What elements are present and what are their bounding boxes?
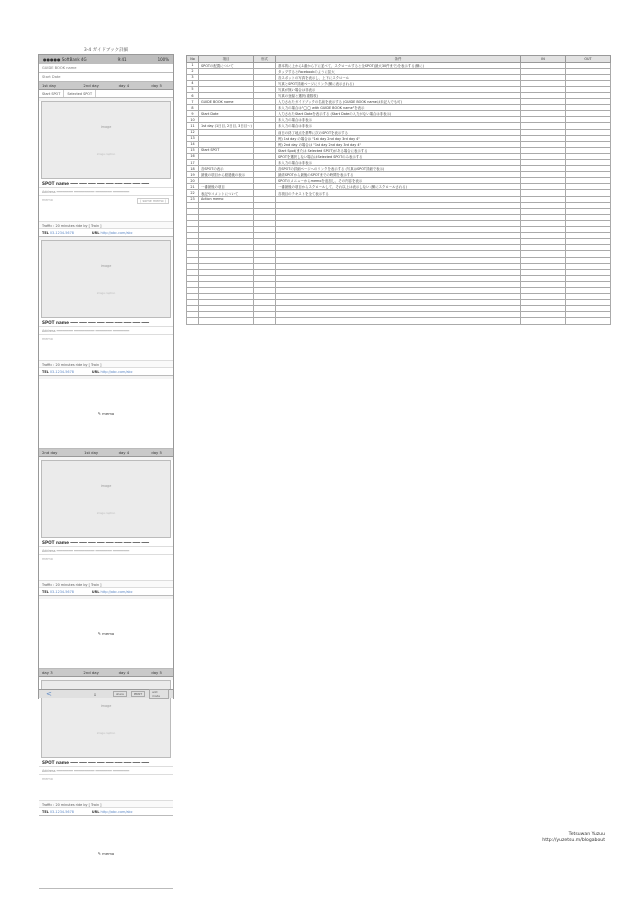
spot-image[interactable] [41, 240, 171, 318]
day-sections [39, 82, 173, 889]
image-caption: image caption [96, 731, 116, 735]
url-link[interactable]: http://abc.com/abc [100, 590, 133, 594]
status-bar [39, 55, 173, 64]
image-label: image [100, 263, 112, 268]
spot-name-value: ━━━ ━━━ ━━━ ━━━ ━━━ ━━━ ━━━ ━━━ ━━━ [70, 320, 150, 325]
image-label: image [100, 703, 112, 708]
url-group [92, 810, 133, 813]
spot-memo[interactable] [39, 335, 173, 361]
spot-tabs [39, 90, 173, 98]
tel-link[interactable]: 03-1234-5678 [49, 590, 74, 594]
url-link[interactable]: http://abc.com/abc [100, 370, 133, 374]
cell-condition: 前日の終了地点を基準に次のSPOTを表示する [276, 129, 521, 135]
share-button[interactable]: share [113, 691, 127, 697]
spot-name-label: SPOT name [42, 760, 69, 765]
phone-mockup [38, 54, 174, 856]
tel-link[interactable]: 03-1234-5678 [49, 231, 74, 235]
tel-group [42, 231, 74, 234]
cell-no: 18 [187, 166, 199, 172]
tel-link[interactable]: 03-1234-5678 [49, 810, 74, 814]
spec-table [186, 55, 611, 325]
tel-link[interactable]: 03-1234-5678 [49, 370, 74, 374]
cell-item: 1st day (1日目, 2日目, 3日目〜) [199, 123, 254, 129]
spot-address: Address ━━━━━━━━ ━━━━━━━━━━ ━━━━━━━━ ━━━━━━━━ [39, 327, 173, 335]
cell-no: 19 [187, 172, 199, 178]
spot-contact [39, 808, 173, 816]
header-item: 項目 [199, 56, 254, 63]
memo-block[interactable]: ✎ memo [39, 379, 173, 449]
cell-item: 各SPOTの表示 [199, 166, 254, 172]
cell-item: SPOTの配置について [199, 62, 254, 68]
day-tab-2[interactable]: day 4 [118, 670, 130, 675]
memo-label: memo [42, 337, 53, 341]
cell-no: 20 [187, 178, 199, 184]
day-tab-3[interactable]: day 5 [151, 83, 162, 88]
cell-condition: 一番最後の項目からスクロールして、それ以上は表示しない (横にスクロールされる) [276, 184, 521, 190]
start-date-field[interactable]: Start Date [39, 73, 173, 82]
author-url[interactable]: http://yuzetsu.m/blogabout [542, 838, 605, 843]
spot-name-label: SPOT name [42, 540, 69, 545]
footer [542, 832, 605, 844]
memo-label: memo [42, 198, 53, 202]
spot-image[interactable] [41, 101, 171, 179]
cell-condition: 例) 2nd day の場合は "1st day 2nd day 3rd day 4" [276, 141, 521, 147]
spot-card [39, 680, 173, 816]
cell-condition: 各スポットの写真を表示し、上下にスクロール [276, 74, 521, 80]
spot-name-label: SPOT name [42, 320, 69, 325]
spot-name-value: ━━━ ━━━ ━━━ ━━━ ━━━ ━━━ ━━━ ━━━ ━━━ [70, 181, 150, 186]
spot-address: Address ━━━━━━━━ ━━━━━━━━━━ ━━━━━━━━ ━━━━━━━━ [39, 547, 173, 555]
url-label: URL [91, 590, 100, 594]
spot-card [39, 460, 173, 596]
cell-no: 8 [187, 105, 199, 111]
cell-no: 2 [187, 68, 199, 74]
image-caption: image caption [96, 511, 116, 515]
url-label: URL [91, 370, 100, 374]
spot-traffic: Traffic : 20 minutes ride by [ Train ] [39, 801, 173, 808]
spot-image[interactable] [41, 460, 171, 538]
cell-no: 1 [187, 62, 199, 68]
cell-condition: Start Spot(または Selected SPOT)がある場合に表示する [276, 147, 521, 153]
tel-group [42, 810, 74, 813]
image-label: image [100, 124, 112, 129]
spot-name-value: ━━━ ━━━ ━━━ ━━━ ━━━ ━━━ ━━━ ━━━ ━━━ [70, 540, 150, 545]
cell-condition: 各項目のテキストを全て表示する [276, 190, 521, 196]
url-group [92, 231, 133, 234]
cell-no: 3 [187, 74, 199, 80]
cell-item: 一番最後の項目 [199, 184, 254, 190]
cell-item: Action memo [199, 196, 254, 202]
cell-item: GUIDE BOOK name [199, 99, 254, 105]
cell-in [521, 318, 566, 324]
spot-traffic: Traffic : 20 minutes ride by [ Train ] [39, 361, 173, 368]
battery-label: 100% [157, 57, 169, 62]
spot-address: Address ━━━━━━━━ ━━━━━━━━━━ ━━━━━━━━ ━━━━━━━━ [39, 767, 173, 775]
cell-condition: 各SPOTの詳細ページへのリンクを表示する (写真はSPOT詳細で表示) [276, 166, 521, 172]
cell-condition: 写真とSPOT詳細ページにリンク(横に表示される) [276, 80, 521, 86]
cell-condition: 最終SPOTから最後のSPOTまでの時間を表示する [276, 172, 521, 178]
image-caption: image caption [96, 152, 116, 156]
spot-traffic: Traffic : 20 minutes ride by [ Train ] [39, 581, 173, 588]
cell-condition: 入力されたガイドブックの名前を表示する (GUIDE BOOK nameは未記入でも可) [276, 99, 521, 105]
memo-block[interactable]: ✎ memo [39, 599, 173, 669]
cell-condition: 未入力の場合は"◯◯ with GUIDE BOOK name"を表示 [276, 105, 521, 111]
url-link[interactable]: http://abc.com/abc [100, 231, 133, 235]
day-tab-0[interactable]: 1st day [42, 83, 57, 88]
back-icon[interactable]: < [46, 690, 52, 698]
spot-card [39, 101, 173, 237]
cell-no: 15 [187, 147, 199, 153]
spot-address: Address ━━━━━━━━ ━━━━━━━━━━ ━━━━━━━━ ━━━━━━━━ [39, 188, 173, 196]
tel-group [42, 590, 74, 593]
cell-no: 12 [187, 129, 199, 135]
tel-label: TEL [42, 231, 49, 235]
cell-condition: 未入力の場合は非表示 [276, 123, 521, 129]
spot-name-row [39, 179, 173, 188]
header-in: IN [521, 56, 566, 63]
tel-label: TEL [42, 370, 49, 374]
memo-block[interactable]: ✎ memo [39, 819, 173, 889]
cell-no: 16 [187, 153, 199, 159]
spot-tab-1[interactable]: Selected SPOT [64, 90, 96, 97]
header-out: OUT [566, 56, 611, 63]
cell-item: Start SPOT [199, 147, 254, 153]
author-name: Tetsuwan Yuzuu [568, 832, 605, 837]
guidebook-name-field[interactable]: GUIDE BOOK name [39, 64, 173, 73]
cell-no: 4 [187, 80, 199, 86]
cell-no: 11 [187, 123, 199, 129]
spot-contact [39, 229, 173, 237]
header-format: 形式 [254, 56, 276, 63]
url-link[interactable]: http://abc.com/abc [100, 810, 133, 814]
image-caption: image caption [96, 291, 116, 295]
header-condition: 条件 [276, 56, 521, 63]
cell-item: Start Date [199, 111, 254, 117]
spot-contact [39, 368, 173, 376]
cell-condition: 未入力の場合は非表示 [276, 160, 521, 166]
spot-contact [39, 588, 173, 596]
cell-no: 22 [187, 190, 199, 196]
tel-label: TEL [42, 590, 49, 594]
cell-no: 10 [187, 117, 199, 123]
print-button[interactable]: PRINT [131, 691, 145, 697]
spot-memo[interactable] [39, 196, 173, 222]
day-tab-3[interactable]: day 5 [151, 450, 162, 455]
cell-condition: 入力されたStart Dateを表示する (Start Dateの入力がない場合は非表示) [276, 111, 521, 117]
day-tab-0[interactable]: 2nd day [42, 450, 58, 455]
memo-label: memo [42, 557, 53, 561]
spot-name-row [39, 538, 173, 547]
tel-group [42, 370, 74, 373]
cell-no: 23 [187, 196, 199, 202]
day-tab-2[interactable]: day 4 [118, 450, 130, 455]
cell-no: 13 [187, 135, 199, 141]
day-tab-1[interactable]: 2nd day [83, 83, 99, 88]
spot-name-value: ━━━ ━━━ ━━━ ━━━ ━━━ ━━━ ━━━ ━━━ ━━━ [70, 760, 150, 765]
spot-tab-0[interactable]: Start SPOT [39, 90, 64, 97]
add-mode-button[interactable]: add mode [149, 689, 169, 699]
spot-name-row [39, 318, 173, 327]
cell-format [254, 318, 276, 324]
day-tab-3[interactable]: day 5 [151, 670, 162, 675]
spot-name-label: SPOT name [42, 181, 69, 186]
spot-card [39, 240, 173, 376]
phone-title: 3-4 ガイドブック詳細 [83, 48, 129, 53]
download-icon[interactable]: ⇓ [93, 691, 97, 697]
spot-memo[interactable] [39, 775, 173, 801]
cell-item: 表記やコメントについて [199, 190, 254, 196]
cell-condition: SPOTのメニューからmemoを追加し、その内容を表示 [276, 178, 521, 184]
day-tab-1[interactable]: 2nd day [83, 670, 99, 675]
day-selector [39, 82, 173, 90]
day-tab-0[interactable]: day 3 [42, 670, 53, 675]
cell-no: 17 [187, 160, 199, 166]
memo-label: memo [42, 777, 53, 781]
cell-condition: 写真が無い場合は非表示 [276, 86, 521, 92]
spot-name-row [39, 758, 173, 767]
table-row [187, 318, 611, 324]
carrier-label: ●●●●● SoftBank 4G [43, 57, 87, 62]
url-label: URL [91, 810, 100, 814]
image-label: image [100, 483, 112, 488]
cell-item [199, 318, 254, 324]
spec-table-body [187, 62, 611, 324]
cell-no: 9 [187, 111, 199, 117]
url-group [92, 590, 133, 593]
cell-condition: 未入力の場合は非表示 [276, 117, 521, 123]
cell-condition: 基本的に上から1番から下に並べて、スクロールすると全SPOT(最大30件まで)を表示する(横に) [276, 62, 521, 68]
url-group [92, 370, 133, 373]
cell-out [566, 318, 611, 324]
memo-note: ( some memo ) [137, 198, 169, 204]
cell-condition: タップするとFacebookのように拡大 [276, 68, 521, 74]
cell-no: 21 [187, 184, 199, 190]
spot-memo[interactable] [39, 555, 173, 581]
bottom-toolbar [39, 689, 173, 698]
day-tab-1[interactable]: 1st day [84, 450, 99, 455]
day-selector [39, 449, 173, 457]
cell-no [187, 318, 199, 324]
clock-label: 9:41 [117, 57, 127, 62]
cell-no: 5 [187, 86, 199, 92]
day-tab-2[interactable]: day 4 [118, 83, 130, 88]
cell-no: 6 [187, 92, 199, 98]
tel-label: TEL [42, 810, 49, 814]
day-selector [39, 669, 173, 677]
cell-no: 14 [187, 141, 199, 147]
cell-condition [276, 318, 521, 324]
cell-item: 最後の項目から経過後の表示 [199, 172, 254, 178]
cell-no: 7 [187, 99, 199, 105]
header-no: No [187, 56, 199, 63]
spot-traffic: Traffic : 20 minutes ride by [ Train ] [39, 222, 173, 229]
cell-condition: 写真の登録と選択(複数枚) [276, 92, 521, 98]
cell-condition: 例) 1st day の場合は "1st day 2nd day 3rd day 4" [276, 135, 521, 141]
url-label: URL [91, 231, 100, 235]
cell-condition: SPOTを選択しない場合はSelected SPOTのみ表示する [276, 153, 521, 159]
